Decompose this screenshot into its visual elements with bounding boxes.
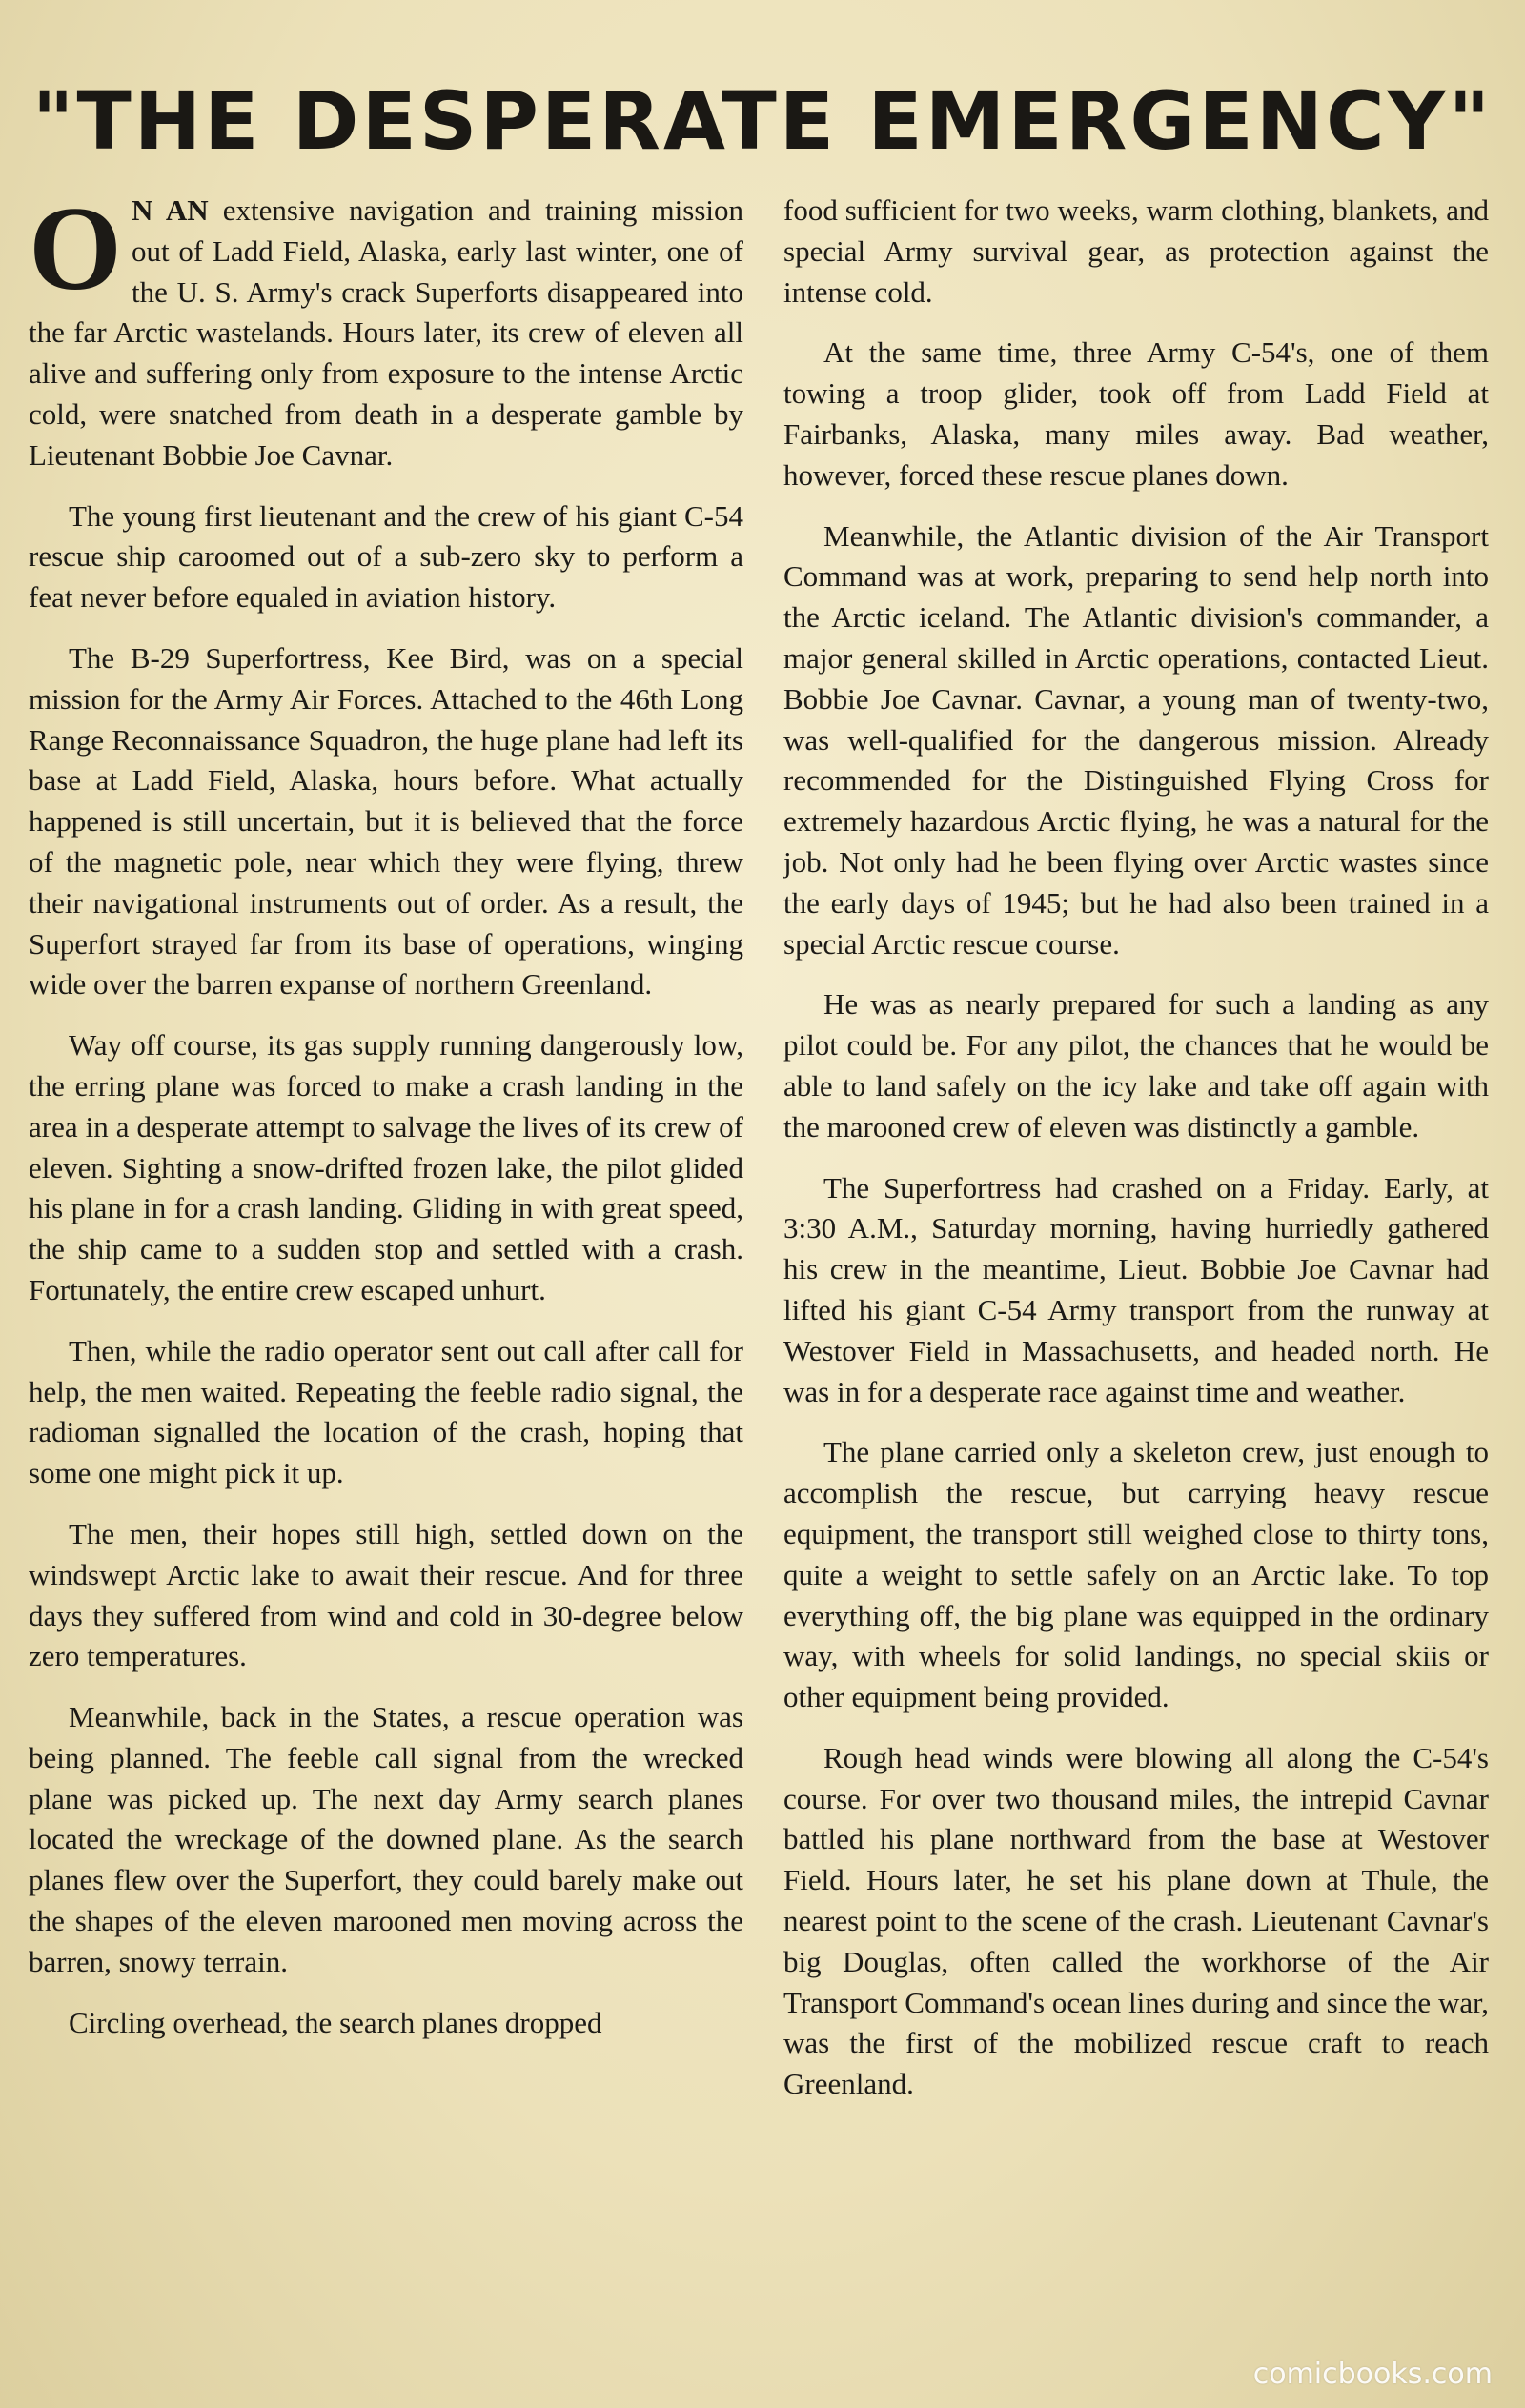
paragraph-5: Then, while the radio operator sent out call after call for help, the men waited. Repeating the feeble radio signal, the radioman signalled the location of the crash, hoping that some one might pick it up. xyxy=(29,1333,743,1490)
paragraph-2: The young first lieutenant and the crew of his giant C-54 rescue ship caroomed out of a sub-zero sky to perform a feat never before equaled in aviation history. xyxy=(29,498,743,615)
site-watermark: comicbooks.com xyxy=(1252,2357,1493,2391)
paragraph-9: food sufficient for two weeks, warm clothing, blankets, and special Army survival gear, as protection against the intense cold. xyxy=(783,193,1489,309)
right-column xyxy=(783,191,1489,2125)
paragraph-11: Meanwhile, the Atlantic division of the Air Transport Command was at work, preparing to send help north into the Arctic iceland. The Atlantic division's commander, a major general skilled in Arctic operations, contacted Lieut. Bobbie Joe Cavnar. Cavnar, a young man of twenty-two, was well-qualified for the dangerous mission. Already recommended for the Distinguished Flying Cross for extremely hazardous Arctic flying, he was a natural for the job. Not only had he been flying over Arctic wastes since the early days of 1945; but he had also been trained in a special Arctic rescue course. xyxy=(783,518,1489,961)
paragraph-text: extensive navigation and training mission out of Ladd Field, Alaska, early last winter, one of the U. S. Army's crack Superforts disappeared into the far Arctic wastelands. Hours later, its crew of eleven all alive and suffering only from exposure to the intense Arctic cold, were snatched from death in a desperate gamble by Lieutenant Bobbie Joe Cavnar. xyxy=(29,193,744,472)
paragraph-4: Way off course, its gas supply running dangerously low, the erring plane was forced to make a crash landing in the area in a desperate attempt to salvage the lives of its crew of eleven. Sighting a snow-drifted frozen lake, the pilot glided his plane in for a crash landing. Gliding in with great speed, the ship came to a sudden stop and settled with a crash. Fortunately, the entire crew escaped unhurt. xyxy=(29,1028,743,1306)
paragraph-14: The plane carried only a skeleton crew, just enough to accomplish the rescue, but carrying heavy rescue equipment, the transport still weighed close to thirty tons, quite a weight to settle safely on an Arctic lake. To top everything off, the big plane was equipped in the ordinary way, with wheels for solid landings, no special skiis or other equipment being provided. xyxy=(783,1435,1489,1714)
paragraph-15: Rough head winds were blowing all along the C-54's course. For over two thousand miles, the intrepid Cavnar battled his plane northward from the base at Westover Field. Hours later, he set his plane down at Thule, the nearest point to the scene of the crash. Lieutenant Cavnar's big Douglas, often called the workhorse of the Air Transport Command's ocean lines during and since the war, was the first of the mobilized rescue craft to reach Greenland. xyxy=(783,1740,1489,2101)
paragraph-13: The Superfortress had crashed on a Friday. Early, at 3:30 A.M., Saturday morning, having hurriedly gathered his crew in the meantime, Lieut. Bobbie Joe Cavnar had lifted his giant C-54 Army transport from the runway at Westover Field in Massachusetts, and headed north. He was in for a desperate race against time and weather. xyxy=(783,1170,1489,1408)
drop-cap: O xyxy=(29,183,123,315)
paragraph-12: He was as nearly prepared for such a landing as any pilot could be. For any pilot, the chances that he would be able to land safely on the icy lake and take off again with the marooned crew of eleven was distinctly a gamble. xyxy=(783,987,1489,1143)
lead-in: N AN xyxy=(132,193,209,227)
paragraph-3: The B-29 Superfortress, Kee Bird, was on a special mission for the Army Air Forces. Attached to the 46th Long Range Reconnaissance Squadron, the huge plane had left its base at Ladd Field, Alaska, hours before. What actually happened is still uncertain, but it is believed that the force of the magnetic pole, near which they were flying, threw their navigational instruments out of order. As a result, the Superfort strayed far from its base of operations, winging wide over the barren expanse of northern Greenland. xyxy=(29,640,743,1002)
paragraph-10: At the same time, three Army C-54's, one of them towing a troop glider, took off from Ladd Field at Fairbanks, Alaska, many miles away. Bad weather, however, forced these rescue planes down. xyxy=(783,335,1489,492)
paragraph-7: Meanwhile, back in the States, a rescue operation was being planned. The feeble call signal from the wrecked plane was picked up. The next day Army search planes located the wreckage of the downed plane. As the search planes flew over the Superfort, they could barely make out the shapes of the eleven marooned men moving across the barren, snowy terrain. xyxy=(29,1700,743,1978)
paragraph-1 xyxy=(29,183,744,476)
paragraph-6: The men, their hopes still high, settled down on the windswept Arctic lake to await their rescue. And for three days they suffered from wind and cold in 30-degree below zero temperatures. xyxy=(29,1516,743,1673)
left-column xyxy=(29,183,744,2063)
paragraph-8: Circling overhead, the search planes dropped xyxy=(69,2005,602,2039)
article-title: "THE DESPERATE EMERGENCY" xyxy=(31,74,1494,168)
